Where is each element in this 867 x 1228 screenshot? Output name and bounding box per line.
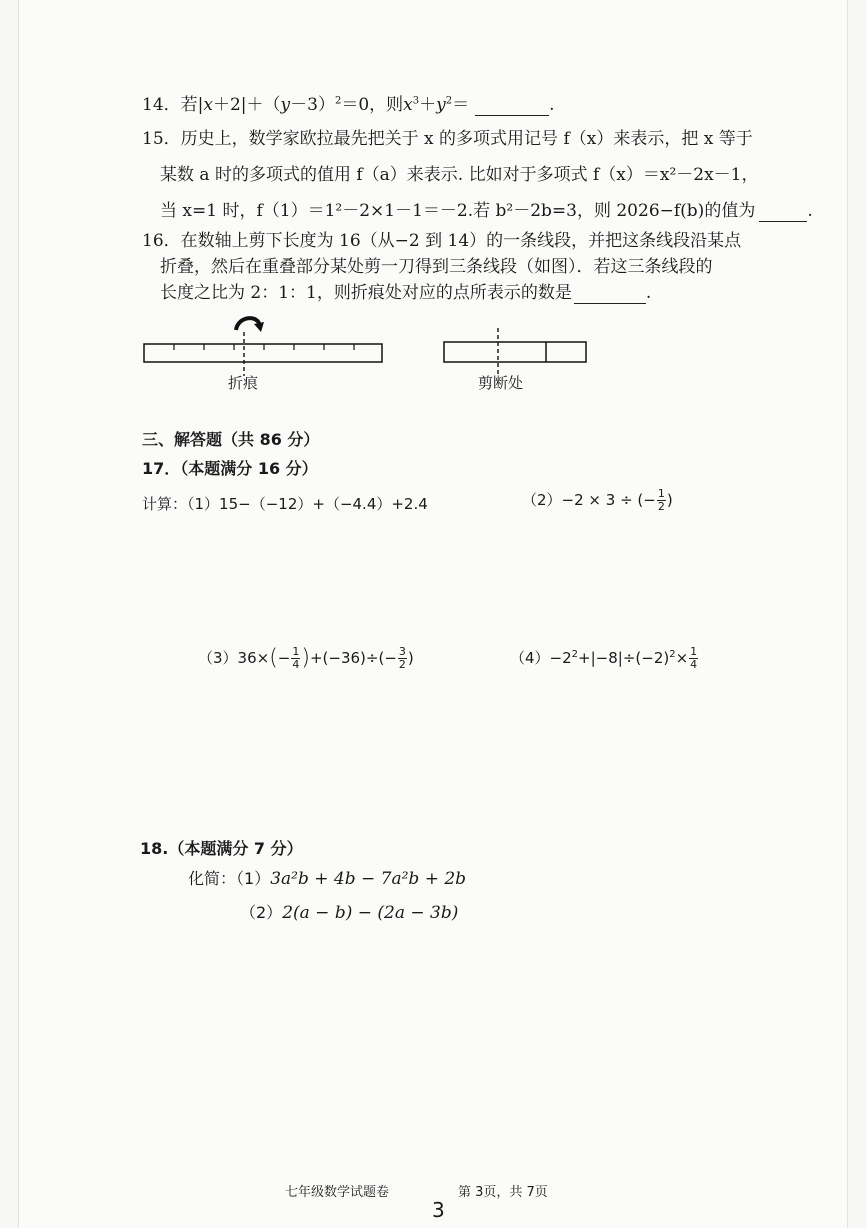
q17-p4-times: ×: [675, 649, 689, 667]
q17-part4: [510, 646, 699, 671]
q14-text-c: －3）: [290, 95, 335, 115]
paren-close: ): [301, 645, 310, 671]
frac-num: 1: [292, 645, 300, 658]
q16-line1: [142, 230, 741, 252]
q15-line1: [142, 128, 753, 150]
q16-line2: 折叠，然后在重叠部分某处剪一刀得到三条线段（如图）．若这三条线段的: [160, 257, 713, 277]
frac-den: 4: [292, 658, 300, 671]
q17-p3-frac1: [291, 646, 300, 671]
q18-part2: [240, 902, 458, 924]
q14-text-e: ＋: [419, 95, 437, 115]
q18-header: 18.（本题满分 7 分）: [140, 839, 303, 858]
q15-number: 15．: [142, 129, 181, 149]
q14-answer-blank[interactable]: [475, 97, 549, 116]
q17-p2-frac: [657, 488, 666, 513]
q17-p2-expr: −2 × 3 ÷ (−: [561, 491, 656, 509]
q14-text-b: ＋2|＋（: [212, 95, 281, 115]
q15-text-1: 历史上，数学家欧拉最先把关于 x 的多项式用记号 f（x）来表示，把 x 等于: [180, 129, 753, 149]
frac-num: 1: [657, 487, 665, 500]
q18-intro: 化简：: [188, 869, 237, 888]
q14-var-x: x: [203, 95, 213, 115]
q17-p2-close: ): [666, 491, 673, 509]
section-3-title: 三、解答题（共 86 分）: [142, 430, 320, 449]
q15-answer-blank[interactable]: [759, 203, 807, 222]
frac-den: 4: [690, 658, 698, 671]
q17-p3-b: +(−36)÷(−: [309, 649, 397, 667]
q15-line2: 某数 a 时的多项式的值用 f（a）来表示. 比如对于多项式 f（x）＝x²－2x－1，: [160, 165, 759, 185]
q18-p2-label: （2）: [240, 903, 283, 922]
q16-line3: [160, 282, 651, 304]
frac-den: 2: [657, 500, 665, 513]
q16-figure: [140, 308, 600, 390]
segment-left: [144, 344, 382, 362]
q14-number: 14．: [142, 95, 181, 115]
q17-p3-frac2: [398, 646, 407, 671]
q17-p3-neg: −: [277, 649, 291, 667]
q17-p3-close: ): [407, 649, 414, 667]
frac-den: 2: [398, 658, 406, 671]
q14-var-y: y: [280, 95, 291, 115]
q17-p4-a: −2: [549, 649, 572, 667]
q14-end: .: [549, 95, 555, 115]
paren-open: (: [269, 645, 278, 671]
q17-p4-frac: [689, 646, 698, 671]
frac-num: 3: [398, 645, 406, 658]
footer-pages: 第 3页，共 7页: [458, 1185, 548, 1200]
question-14: [142, 94, 555, 116]
q14-exp2b: 2: [445, 95, 453, 107]
q16-end: .: [645, 283, 652, 303]
q17-p4-b: +|−8|÷(−2): [578, 649, 670, 667]
q14-text-d: ＝0，则: [341, 95, 404, 115]
q17-intro: 计算：: [142, 495, 188, 513]
q14-text: 若|: [180, 95, 204, 115]
q17-p4-label: （4）: [510, 649, 550, 667]
q18-p1-label: （1）: [236, 869, 271, 888]
q16-answer-blank[interactable]: [574, 285, 646, 304]
q17-header: 17．（本题满分 16 分）: [142, 459, 318, 478]
frac-num: 1: [690, 645, 698, 658]
fold-arrowhead-icon: [254, 322, 264, 332]
fig-label-cut: 剪断处: [478, 374, 524, 392]
page-number: 3: [432, 1198, 445, 1222]
q17-p4-exp2: 2: [669, 649, 676, 660]
q18-p1-expr: 3a²b + 4b − 7a²b + 2b: [270, 869, 467, 889]
q17-part1: [142, 493, 428, 515]
q17-p1: （1）15−（−12）+（−4.4）+2.4: [187, 495, 428, 513]
footer-title: 七年级数学试题卷: [285, 1185, 390, 1200]
q18-p2-expr: 2(a − b) − (2a − 3b): [282, 903, 459, 923]
q15-line3: [160, 200, 813, 222]
fig-label-fold: 折痕: [228, 374, 259, 392]
q14-var-x2: x: [403, 95, 413, 115]
q15-end: .: [807, 201, 813, 221]
q14-var-y2: y: [436, 95, 446, 115]
q17-p2-label: （2）: [522, 491, 562, 509]
segment-ticks: [174, 344, 354, 350]
q18-part1: [188, 868, 466, 890]
segment-right: [444, 342, 586, 362]
q17-part2: [522, 488, 673, 513]
q17-p4-exp: 2: [571, 649, 579, 660]
q14-exp3: 3: [412, 95, 420, 107]
q17-part3: [198, 646, 414, 671]
q16-number: 16．: [142, 231, 181, 251]
q17-p3-a: 36×: [237, 649, 270, 667]
q16-text-1: 在数轴上剪下长度为 16（从−2 到 14）的一条线段，并把这条线段沿某点: [180, 231, 742, 251]
q14-exp: 2: [334, 95, 342, 107]
q15-text-3: 当 x=1 时，f（1）＝1²－2×1－1＝－2.若 b²－2b=3，则 2026−f(b)的值为: [160, 201, 756, 221]
q17-p3-label: （3）: [198, 649, 238, 667]
q16-text-3: 长度之比为 2：1：1，则折痕处对应的点所表示的数是: [160, 283, 572, 303]
q14-text-f: ＝: [452, 95, 470, 115]
